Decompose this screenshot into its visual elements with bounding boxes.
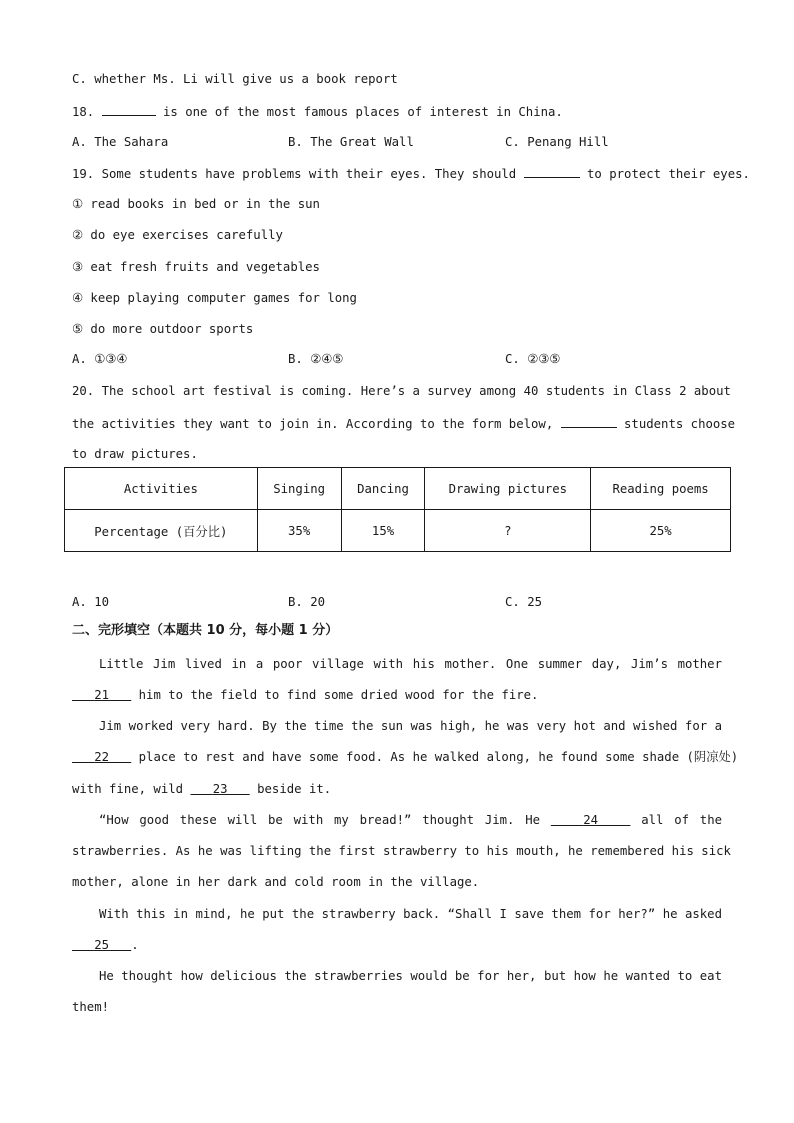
table-header-cell: Drawing pictures	[425, 468, 591, 510]
q20-option-a: A. 10	[72, 595, 110, 609]
q19-item-2: ② do eye exercises carefully	[72, 228, 283, 242]
passage-p5-line-1: He thought how delicious the strawberries would be for her, but how he wanted to eat	[99, 969, 722, 983]
q18-text: is one of the most famous places of interest in China.	[163, 105, 563, 119]
passage-p4-line-2: 25 .	[72, 936, 139, 954]
q19-stem	[72, 164, 750, 183]
q18-option-a: A. The Sahara	[72, 135, 169, 149]
passage-p1-line-2: 21 him to the field to find some dried wood for the fire.	[72, 686, 538, 704]
q20-line-2-after: students choose	[624, 417, 736, 431]
q19-text-before: Some students have problems with their eyes. They should	[101, 167, 517, 181]
passage-p2-line-3: with fine, wild 23 beside it.	[72, 782, 332, 796]
q19-item-5: ⑤ do more outdoor sports	[72, 322, 254, 336]
table-header-cell: Activities	[65, 468, 258, 510]
table-cell: 25%	[591, 510, 731, 552]
passage-p4-line-1: With this in mind, he put the strawberry back. “Shall I save them for her?” he asked	[99, 907, 722, 921]
q18-blank	[102, 102, 156, 116]
table-header-cell: Dancing	[341, 468, 425, 510]
blank-22: 22	[94, 750, 110, 764]
q19-item-1: ① read books in bed or in the sun	[72, 197, 320, 211]
q19-blank	[524, 164, 580, 178]
q20-option-c: C. 25	[505, 595, 543, 609]
blank-21: 21	[94, 688, 110, 702]
q18-option-c: C. Penang Hill	[505, 135, 609, 149]
q19-number: 19.	[72, 167, 95, 181]
passage-p5-line-2: them!	[72, 1000, 110, 1014]
q20-blank	[561, 414, 617, 428]
blank-23: 23	[212, 782, 228, 796]
table-cell: ?	[425, 510, 591, 552]
passage-p1-line-1: Little Jim lived in a poor village with his mother. One summer day, Jim’s mother	[99, 657, 722, 671]
table-row-label: Percentage (百分比)	[65, 510, 258, 552]
q19-option-c: C. ②③⑤	[505, 352, 561, 366]
table-row	[65, 510, 731, 552]
blank-24: 24	[583, 813, 599, 827]
q20-option-b: B. 20	[288, 595, 326, 609]
q19-text-after: to protect their eyes.	[587, 167, 750, 181]
table-header-row	[65, 468, 731, 510]
q19-option-b: B. ②④⑤	[288, 352, 344, 366]
q19-item-3: ③ eat fresh fruits and vegetables	[72, 260, 320, 274]
passage-p3-line-2: strawberries. As he was lifting the first strawberry to his mouth, he remembered his sick	[72, 844, 731, 858]
q20-line-2	[72, 414, 736, 433]
q20-line-2-before: the activities they want to join in. According to the form below,	[72, 417, 554, 431]
passage-p2-line-2: 22 place to rest and have some food. As he walked along, he found some shade (阴凉处)	[72, 748, 722, 766]
q18-option-b: B. The Great Wall	[288, 135, 414, 149]
table-header-cell: Reading poems	[591, 468, 731, 510]
q19-option-a: A. ①③④	[72, 352, 128, 366]
passage-p3-line-3: mother, alone in her dark and cold room in the village.	[72, 875, 480, 889]
q18-number: 18.	[72, 105, 95, 119]
q20-line-1: 20. The school art festival is coming. Here’s a survey among 40 students in Class 2 about	[72, 384, 731, 398]
section-heading: 二、完形填空（本题共 10 分，每小题 1 分）	[72, 623, 339, 638]
table-cell: 15%	[341, 510, 425, 552]
q20-line-3: to draw pictures.	[72, 447, 198, 461]
q18-stem	[72, 102, 563, 121]
table-header-cell: Singing	[257, 468, 341, 510]
q19-item-4: ④ keep playing computer games for long	[72, 291, 357, 305]
survey-table	[64, 467, 731, 552]
passage-p3-line-1: “How good these will be with my bread!” thought Jim. He 24 all of the	[99, 813, 723, 827]
passage-p2-line-1: Jim worked very hard. By the time the sun was high, he was very hot and wished for a	[99, 719, 722, 733]
q17-option-c: C. whether Ms. Li will give us a book report	[72, 72, 398, 86]
blank-25: 25	[94, 938, 110, 952]
table-cell: 35%	[257, 510, 341, 552]
